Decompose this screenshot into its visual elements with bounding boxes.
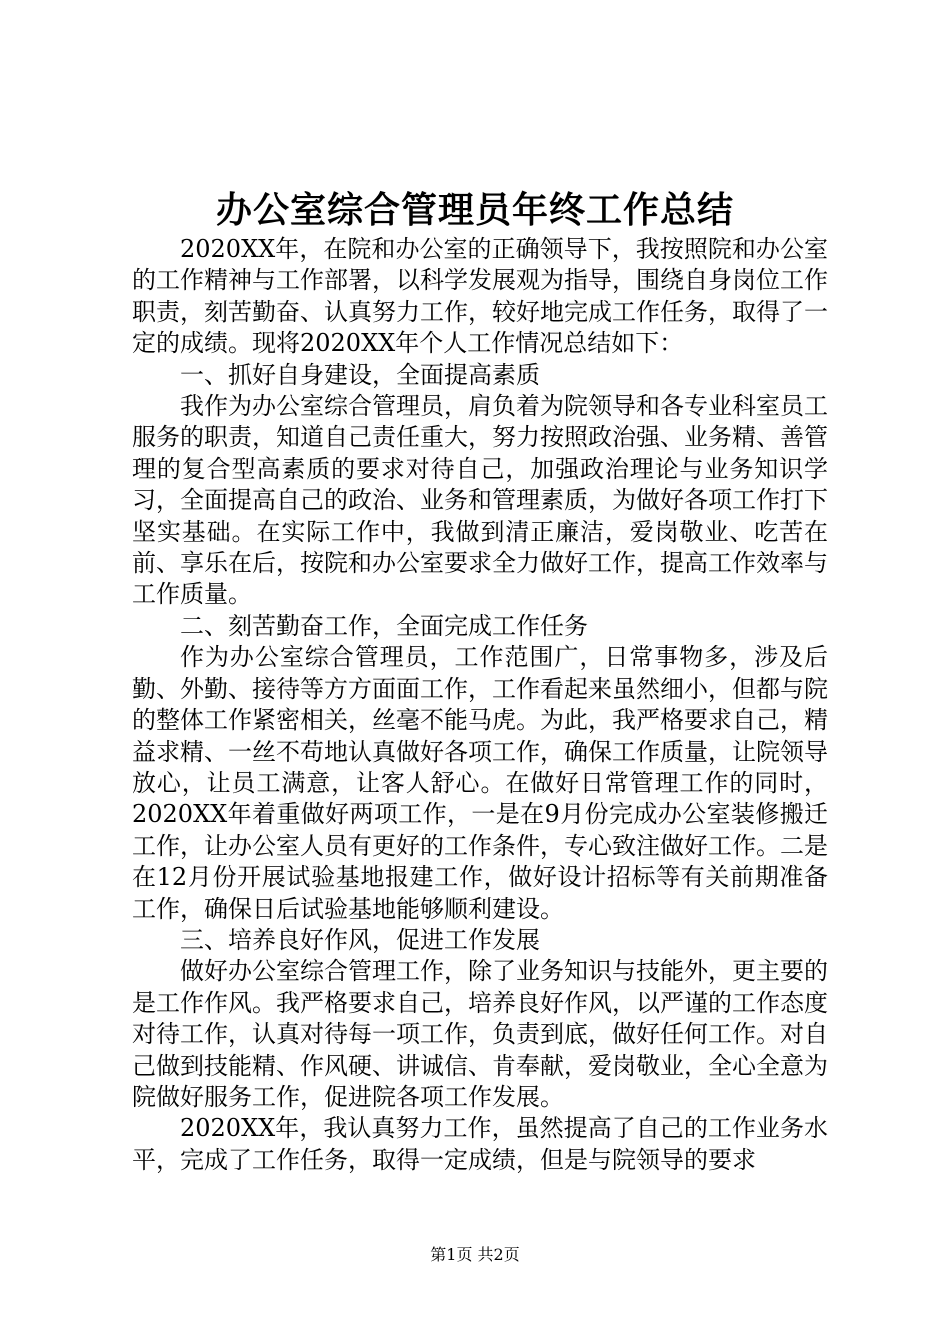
page-footer: 第1页 共2页 xyxy=(430,1245,520,1264)
paragraph-closing: 2020XX年，我认真努力工作，虽然提高了自己的工作业务水平，完成了工作任务，取得一定成绩，但是与院领导的要求 xyxy=(132,1114,828,1174)
paragraph-section-3: 做好办公室综合管理工作，除了业务知识与技能外，更主要的是工作作风。我严格要求自己，培养良好作风，以严谨的工作态度对待工作，认真对待每一项工作，负责到底，做好任何工作。对自己做到技能精、作风硬、讲诚信、肯奉献，爱岗敬业，全心全意为院做好服务工作，促进院各项工作发展。 xyxy=(132,957,828,1111)
paragraph-intro: 2020XX年，在院和办公室的正确领导下，我按照院和办公室的工作精神与工作部署，以科学发展观为指导，围绕自身岗位工作职责，刻苦勤奋、认真努力工作，较好地完成工作任务，取得了一定的成绩。现将2020XX年个人工作情况总结如下： xyxy=(132,235,828,358)
section-heading-2: 二、刻苦勤奋工作，全面完成工作任务 xyxy=(180,611,588,640)
section-heading-3: 三、培养良好作风，促进工作发展 xyxy=(180,925,540,954)
document-body xyxy=(132,234,828,1176)
document-title: 办公室综合管理员年终工作总结 xyxy=(215,189,734,231)
section-heading-1: 一、抓好自身建设，全面提高素质 xyxy=(180,360,540,389)
paragraph-section-1: 我作为办公室综合管理员，肩负着为院领导和各专业科室员工服务的职责，知道自己责任重大，努力按照政治强、业务精、善管理的复合型高素质的要求对待自己，加强政治理论与业务知识学习，全面提高自己的政治、业务和管理素质，为做好各项工作打下坚实基础。在实际工作中，我做到清正廉洁，爱岗敬业、吃苦在前、享乐在后，按院和办公室要求全力做好工作，提高工作效率与工作质量。 xyxy=(132,392,828,609)
paragraph-section-2: 作为办公室综合管理员，工作范围广，日常事物多，涉及后勤、外勤、接待等方方面面工作，工作看起来虽然细小，但都与院的整体工作紧密相关，丝毫不能马虎。为此，我严格要求自己，精益求精、一丝不苟地认真做好各项工作，确保工作质量，让院领导放心，让员工满意，让客人舒心。在做好日常管理工作的同时，2020XX年着重做好两项工作，一是在9月份完成办公室装修搬迁工作，让办公室人员有更好的工作条件，专心致注做好工作。二是在12月份开展试验基地报建工作，做好设计招标等有关前期准备工作，确保日后试验基地能够顺利建设。 xyxy=(132,643,828,923)
